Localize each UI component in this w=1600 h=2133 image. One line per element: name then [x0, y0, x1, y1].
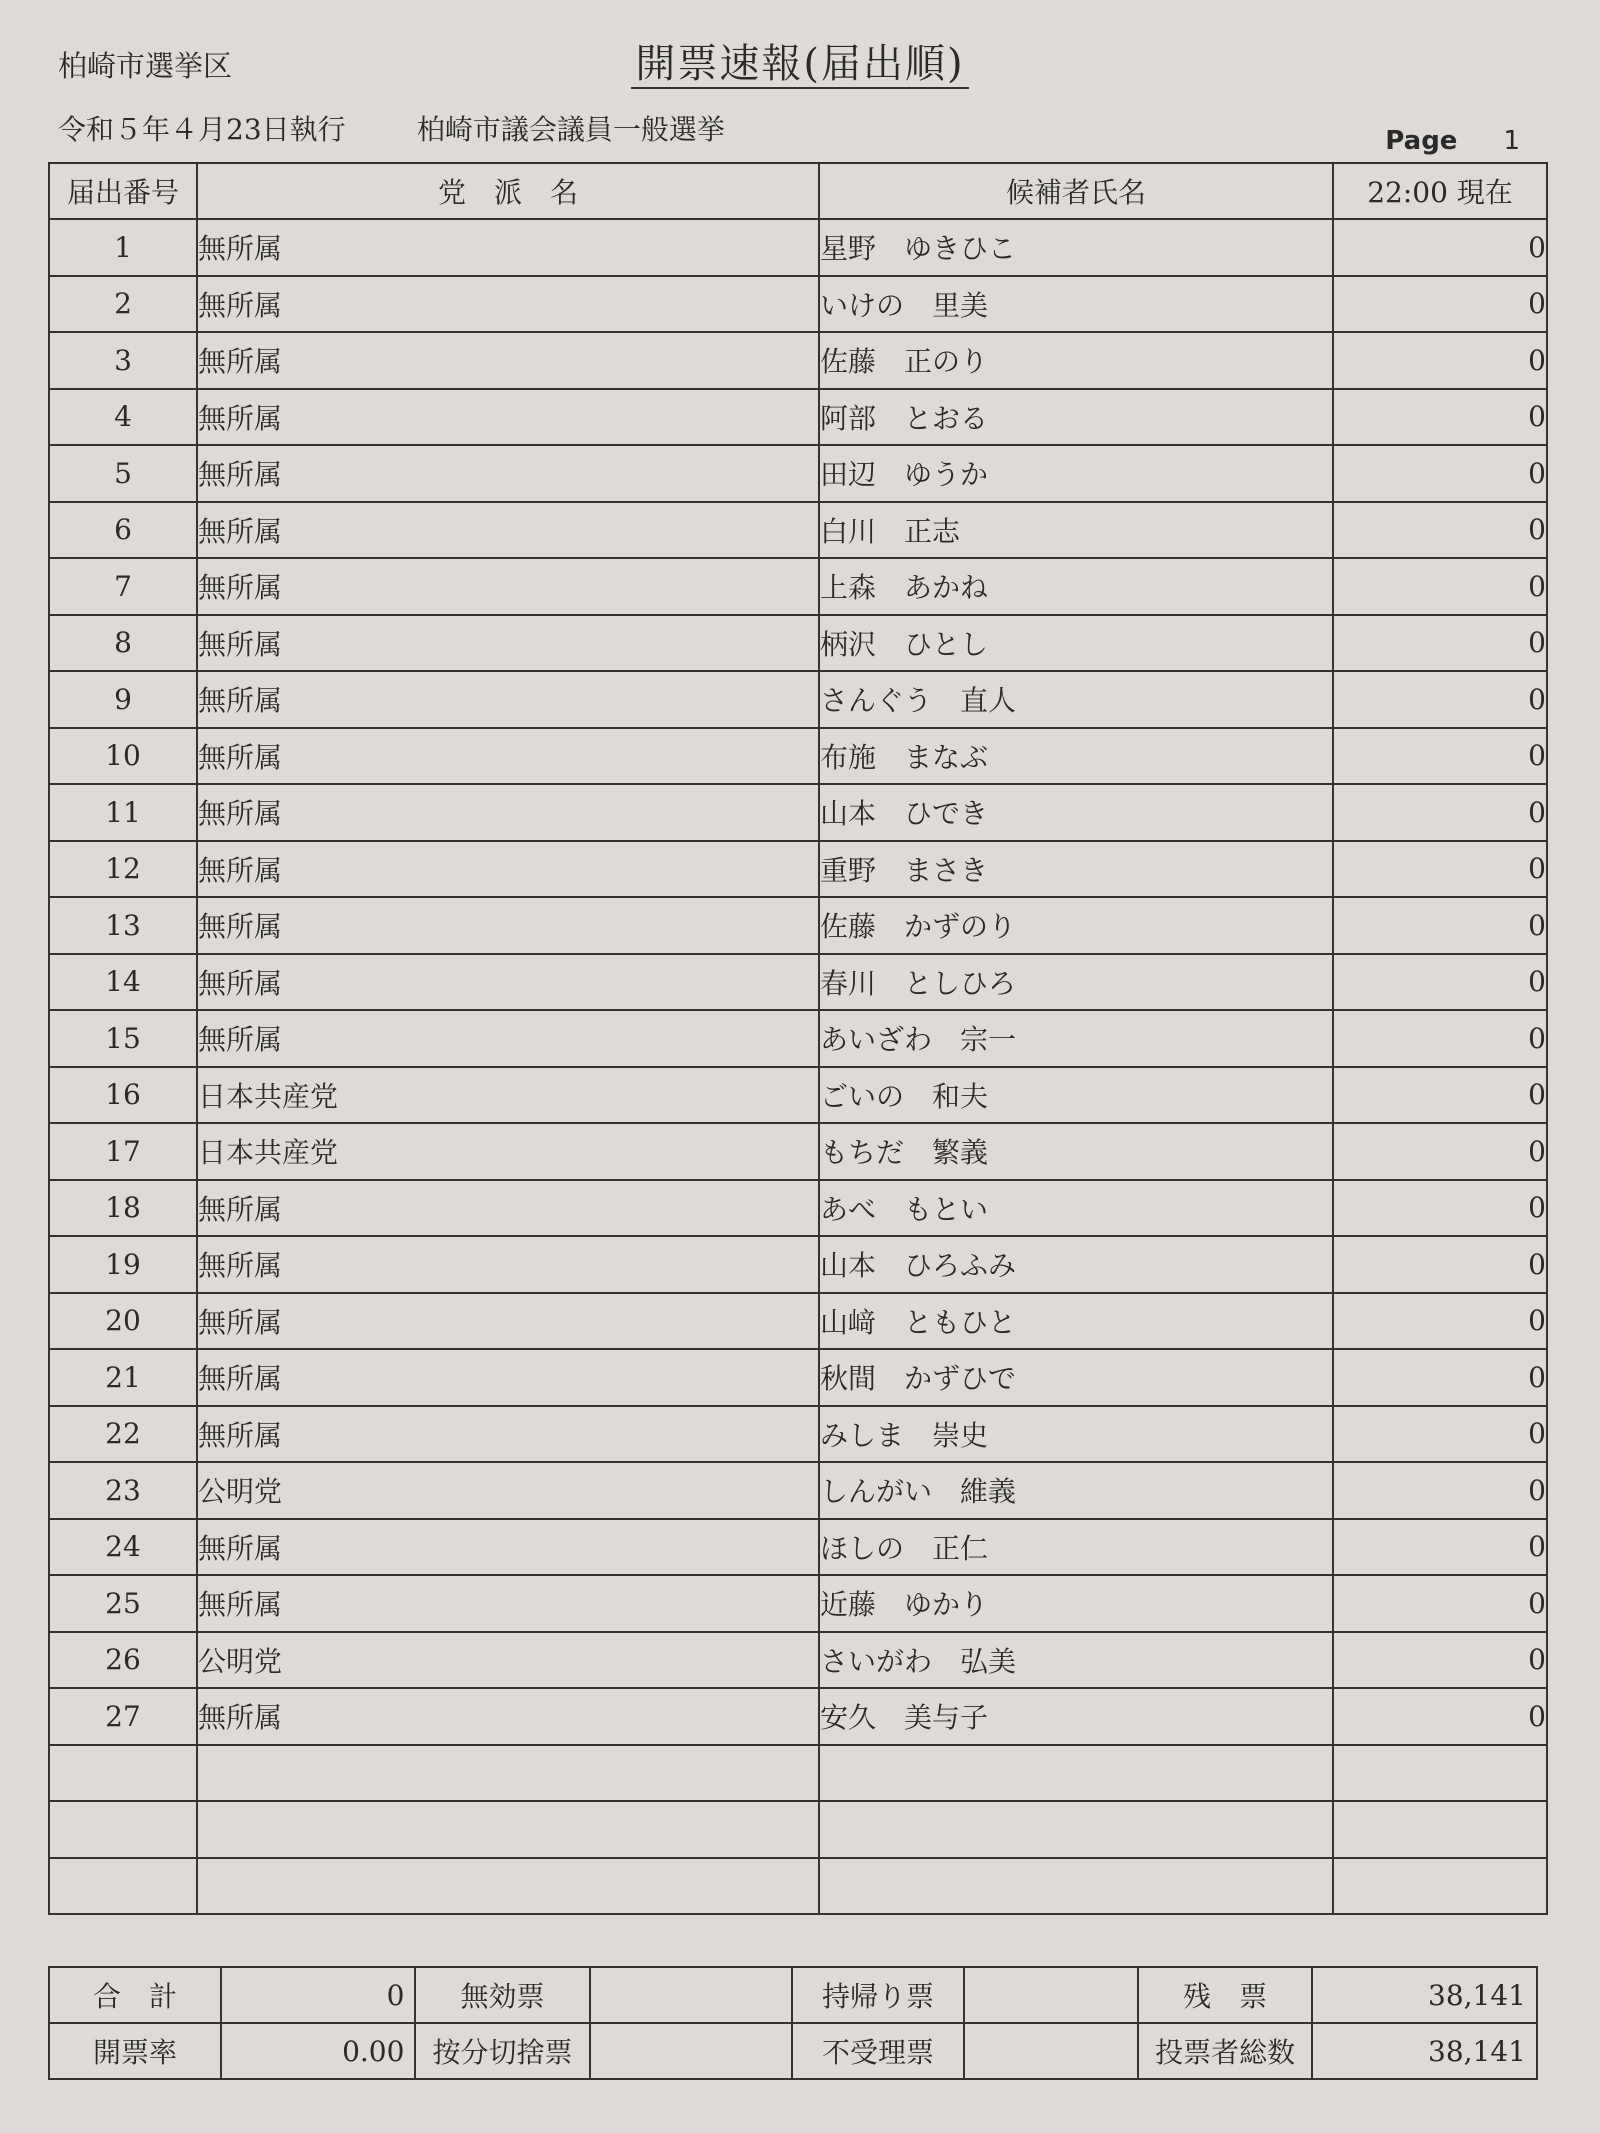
candidate-number: 13	[49, 897, 197, 954]
election-name: 柏崎市議会議員一般選挙	[416, 113, 725, 146]
candidate-name: いけの 里美	[819, 276, 1333, 333]
candidate-number: 6	[49, 502, 197, 559]
table-row	[49, 728, 1547, 785]
table-row	[49, 841, 1547, 898]
party-name: 日本共産党	[197, 1067, 819, 1124]
candidate-name: みしま 崇史	[819, 1406, 1333, 1463]
table-row	[49, 784, 1547, 841]
candidate-number: 5	[49, 445, 197, 502]
table-body	[49, 219, 1547, 1914]
vote-count: 0	[1333, 1519, 1547, 1576]
candidate-name: 柄沢 ひとし	[819, 615, 1333, 672]
party-name: 無所属	[197, 332, 819, 389]
vote-count: 0	[1333, 445, 1547, 502]
party-name: 無所属	[197, 841, 819, 898]
candidate-name: 佐藤 かずのり	[819, 897, 1333, 954]
summary-row-2	[49, 2023, 1537, 2079]
table-row	[49, 1293, 1547, 1350]
candidate-name: もちだ 繁義	[819, 1123, 1333, 1180]
candidate-number: 4	[49, 389, 197, 446]
party-name: 無所属	[197, 389, 819, 446]
candidate-name: 近藤 ゆかり	[819, 1575, 1333, 1632]
candidate-name: 布施 まなぶ	[819, 728, 1333, 785]
blank-cell	[1333, 1801, 1547, 1858]
vote-count: 0	[1333, 671, 1547, 728]
candidate-number: 11	[49, 784, 197, 841]
vote-count: 0	[1333, 954, 1547, 1011]
candidate-number: 25	[49, 1575, 197, 1632]
candidate-name: 安久 美与子	[819, 1688, 1333, 1745]
candidate-number: 15	[49, 1010, 197, 1067]
table-row	[49, 1519, 1547, 1576]
district-label: 柏崎市選挙区	[58, 49, 233, 83]
invalid-votes-value	[590, 1967, 792, 2023]
table-row	[49, 502, 1547, 559]
candidate-name: 山﨑 ともひと	[819, 1293, 1333, 1350]
page-number: 1	[1503, 126, 1520, 156]
party-name: 無所属	[197, 1293, 819, 1350]
party-name: 無所属	[197, 1349, 819, 1406]
vote-count: 0	[1333, 1688, 1547, 1745]
column-header-votes: 22:00 現在	[1333, 163, 1547, 219]
election-date: 令和５年４月23日執行	[58, 113, 346, 146]
table-row	[49, 897, 1547, 954]
candidate-name: ごいの 和夫	[819, 1067, 1333, 1124]
vote-count: 0	[1333, 1010, 1547, 1067]
party-name: 無所属	[197, 728, 819, 785]
candidate-name: あべ もとい	[819, 1180, 1333, 1237]
candidate-number: 7	[49, 558, 197, 615]
count-rate-label: 開票率	[49, 2023, 221, 2079]
election-info	[58, 108, 725, 148]
blank-cell	[197, 1858, 819, 1915]
vote-count: 0	[1333, 219, 1547, 276]
party-name: 無所属	[197, 1575, 819, 1632]
vote-count: 0	[1333, 1462, 1547, 1519]
rejected-votes-label: 不受理票	[792, 2023, 964, 2079]
vote-count: 0	[1333, 615, 1547, 672]
party-name: 公明党	[197, 1632, 819, 1689]
candidate-number: 10	[49, 728, 197, 785]
vote-count: 0	[1333, 389, 1547, 446]
blank-cell	[49, 1745, 197, 1802]
candidate-name: 田辺 ゆうか	[819, 445, 1333, 502]
total-label: 合 計	[49, 1967, 221, 2023]
table-row	[49, 1406, 1547, 1463]
table-row	[49, 389, 1547, 446]
party-name: 無所属	[197, 784, 819, 841]
candidate-number: 24	[49, 1519, 197, 1576]
party-name: 無所属	[197, 1406, 819, 1463]
invalid-votes-label: 無効票	[415, 1967, 589, 2023]
candidate-number: 19	[49, 1236, 197, 1293]
summary-table	[48, 1966, 1538, 2080]
total-value: 0	[221, 1967, 415, 2023]
table-row	[49, 558, 1547, 615]
table-row	[49, 332, 1547, 389]
candidate-number: 26	[49, 1632, 197, 1689]
results-table	[48, 162, 1548, 1915]
vote-count: 0	[1333, 728, 1547, 785]
vote-count: 0	[1333, 841, 1547, 898]
remaining-votes-label: 残 票	[1138, 1967, 1312, 2023]
vote-count: 0	[1333, 1067, 1547, 1124]
candidate-name: 上森 あかね	[819, 558, 1333, 615]
candidate-name: しんがい 維義	[819, 1462, 1333, 1519]
total-voters-label: 投票者総数	[1138, 2023, 1312, 2079]
party-name: 無所属	[197, 897, 819, 954]
candidate-name: 秋間 かずひで	[819, 1349, 1333, 1406]
vote-count: 0	[1333, 502, 1547, 559]
takeaway-votes-value	[964, 1967, 1138, 2023]
table-row	[49, 954, 1547, 1011]
page-indicator	[1385, 126, 1520, 156]
vote-count: 0	[1333, 1349, 1547, 1406]
document-title	[0, 32, 1600, 89]
blank-cell	[819, 1745, 1333, 1802]
table-row	[49, 671, 1547, 728]
party-name: 無所属	[197, 219, 819, 276]
candidate-number: 12	[49, 841, 197, 898]
vote-count: 0	[1333, 1236, 1547, 1293]
table-row	[49, 1236, 1547, 1293]
blank-cell	[819, 1801, 1333, 1858]
document-title-text: 開票速報(届出順)	[631, 41, 968, 89]
table-row	[49, 445, 1547, 502]
candidate-name: 重野 まさき	[819, 841, 1333, 898]
candidate-name: さいがわ 弘美	[819, 1632, 1333, 1689]
candidate-number: 22	[49, 1406, 197, 1463]
page-label: Page	[1385, 126, 1458, 156]
candidate-number: 27	[49, 1688, 197, 1745]
candidate-number: 9	[49, 671, 197, 728]
candidate-number: 18	[49, 1180, 197, 1237]
table-row	[49, 1123, 1547, 1180]
vote-count: 0	[1333, 1180, 1547, 1237]
table-row	[49, 1688, 1547, 1745]
table-row	[49, 1632, 1547, 1689]
total-voters-value: 38,141	[1312, 2023, 1537, 2079]
vote-count: 0	[1333, 276, 1547, 333]
count-rate-value: 0.00	[221, 2023, 415, 2079]
party-name: 無所属	[197, 502, 819, 559]
vote-count: 0	[1333, 558, 1547, 615]
table-row	[49, 1067, 1547, 1124]
vote-count: 0	[1333, 784, 1547, 841]
prorated-votes-label: 按分切捨票	[415, 2023, 589, 2079]
candidate-name: 山本 ひでき	[819, 784, 1333, 841]
party-name: 日本共産党	[197, 1123, 819, 1180]
blank-cell	[49, 1858, 197, 1915]
vote-count: 0	[1333, 897, 1547, 954]
candidate-name: ほしの 正仁	[819, 1519, 1333, 1576]
candidate-name: 佐藤 正のり	[819, 332, 1333, 389]
candidate-number: 14	[49, 954, 197, 1011]
vote-count: 0	[1333, 1575, 1547, 1632]
table-row	[49, 219, 1547, 276]
blank-row	[49, 1801, 1547, 1858]
blank-cell	[49, 1801, 197, 1858]
party-name: 無所属	[197, 954, 819, 1011]
blank-cell	[1333, 1745, 1547, 1802]
party-name: 無所属	[197, 445, 819, 502]
candidate-number: 1	[49, 219, 197, 276]
column-header-number: 届出番号	[49, 163, 197, 219]
candidate-number: 23	[49, 1462, 197, 1519]
vote-count: 0	[1333, 1632, 1547, 1689]
table-row	[49, 1010, 1547, 1067]
party-name: 無所属	[197, 1180, 819, 1237]
rejected-votes-value	[964, 2023, 1138, 2079]
table-row	[49, 1575, 1547, 1632]
column-header-candidate: 候補者氏名	[819, 163, 1333, 219]
blank-cell	[819, 1858, 1333, 1915]
candidate-name: あいざわ 宗一	[819, 1010, 1333, 1067]
table-row	[49, 276, 1547, 333]
candidate-number: 16	[49, 1067, 197, 1124]
blank-cell	[197, 1745, 819, 1802]
candidate-name: さんぐう 直人	[819, 671, 1333, 728]
party-name: 公明党	[197, 1462, 819, 1519]
vote-count: 0	[1333, 1406, 1547, 1463]
prorated-votes-value	[590, 2023, 792, 2079]
column-header-party: 党 派 名	[197, 163, 819, 219]
candidate-number: 17	[49, 1123, 197, 1180]
party-name: 無所属	[197, 276, 819, 333]
party-name: 無所属	[197, 1688, 819, 1745]
blank-cell	[197, 1801, 819, 1858]
party-name: 無所属	[197, 1010, 819, 1067]
table-header-row	[49, 163, 1547, 219]
party-name: 無所属	[197, 1236, 819, 1293]
table-row	[49, 1349, 1547, 1406]
party-name: 無所属	[197, 615, 819, 672]
candidate-number: 21	[49, 1349, 197, 1406]
remaining-votes-value: 38,141	[1312, 1967, 1537, 2023]
candidate-name: 山本 ひろふみ	[819, 1236, 1333, 1293]
blank-row	[49, 1858, 1547, 1915]
candidate-name: 春川 としひろ	[819, 954, 1333, 1011]
table-row	[49, 1462, 1547, 1519]
vote-count: 0	[1333, 1123, 1547, 1180]
blank-row	[49, 1745, 1547, 1802]
summary-row-1	[49, 1967, 1537, 2023]
candidate-name: 星野 ゆきひこ	[819, 219, 1333, 276]
vote-count: 0	[1333, 1293, 1547, 1350]
party-name: 無所属	[197, 558, 819, 615]
candidate-number: 8	[49, 615, 197, 672]
vote-count: 0	[1333, 332, 1547, 389]
candidate-number: 2	[49, 276, 197, 333]
candidate-number: 3	[49, 332, 197, 389]
table-row	[49, 615, 1547, 672]
candidate-number: 20	[49, 1293, 197, 1350]
table-row	[49, 1180, 1547, 1237]
candidate-name: 白川 正志	[819, 502, 1333, 559]
party-name: 無所属	[197, 1519, 819, 1576]
candidate-name: 阿部 とおる	[819, 389, 1333, 446]
takeaway-votes-label: 持帰り票	[792, 1967, 964, 2023]
party-name: 無所属	[197, 671, 819, 728]
blank-cell	[1333, 1858, 1547, 1915]
